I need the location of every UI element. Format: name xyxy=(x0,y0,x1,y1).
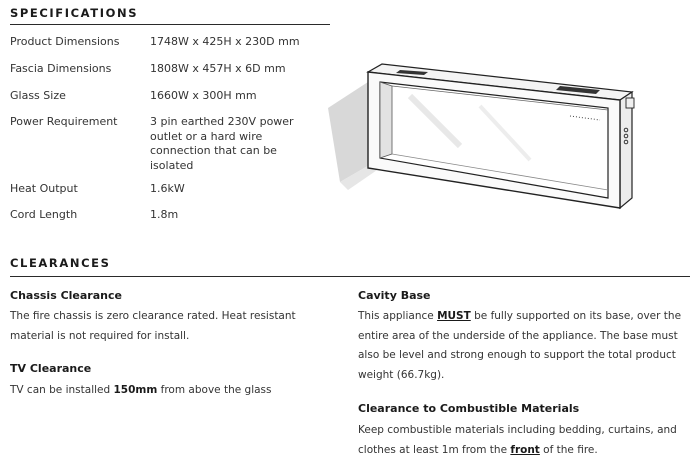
spec-value-fascia-dimensions: 1808W x 457H x 6D mm xyxy=(150,62,286,75)
spec-label-cord-length: Cord Length xyxy=(10,208,78,221)
cavity-base-text-before: This appliance xyxy=(358,310,438,322)
tv-clearance-heading: TV Clearance xyxy=(10,362,92,375)
spec-value-power-requirement: 3 pin earthed 230V power outlet or a hard wire connection that can be isolated xyxy=(150,115,294,172)
specifications-title: SPECIFICATIONS xyxy=(10,6,139,20)
specifications-divider xyxy=(10,24,330,25)
combustible-clearance-text xyxy=(358,421,688,460)
spec-label-fascia-dimensions: Fascia Dimensions xyxy=(10,62,112,75)
cavity-base-heading: Cavity Base xyxy=(358,289,431,302)
spec-value-product-dimensions: 1748W x 425H x 230D mm xyxy=(150,35,300,48)
spec-label-glass-size: Glass Size xyxy=(10,89,66,102)
combustible-text-after: of the fire. xyxy=(539,443,598,456)
side-bracket xyxy=(626,98,634,108)
tv-clearance-text-after: from above the glass xyxy=(157,384,272,396)
fireplace-illustration xyxy=(320,50,650,220)
tv-clearance-text-before: TV can be installed xyxy=(10,384,114,396)
tv-clearance-text xyxy=(10,381,330,401)
spec-label-product-dimensions: Product Dimensions xyxy=(10,35,120,48)
spec-value-cord-length: 1.8m xyxy=(150,208,179,221)
spec-value-glass-size: 1660W x 300H mm xyxy=(150,89,257,102)
chassis-clearance-text: The fire chassis is zero clearance rated. Heat resistant material is not required for install. xyxy=(10,310,296,342)
chassis-clearance-heading: Chassis Clearance xyxy=(10,289,122,302)
clearances-title: CLEARANCES xyxy=(10,256,111,270)
spec-value-heat-output: 1.6kW xyxy=(150,182,185,195)
cavity-base-text-after: be fully supported on its base, over the entire area of the underside of the appliance. The base must also be level and strong enough to support the total product weight (66.7kg). xyxy=(358,310,682,381)
unit-side xyxy=(620,92,632,208)
spec-label-power-requirement: Power Requirement xyxy=(10,115,118,128)
spec-label-heat-output: Heat Output xyxy=(10,182,78,195)
cavity-base-text xyxy=(358,307,688,385)
combustible-front: front xyxy=(510,443,540,456)
combustible-text-before: Keep combustible materials including bedding, curtains, and clothes at least 1m from the xyxy=(358,424,677,456)
combustible-clearance-heading: Clearance to Combustible Materials xyxy=(358,402,580,415)
tv-clearance-distance: 150mm xyxy=(113,384,158,396)
cavity-base-must: MUST xyxy=(437,310,471,322)
inner-left-wall xyxy=(380,82,392,158)
clearances-divider xyxy=(10,276,690,277)
